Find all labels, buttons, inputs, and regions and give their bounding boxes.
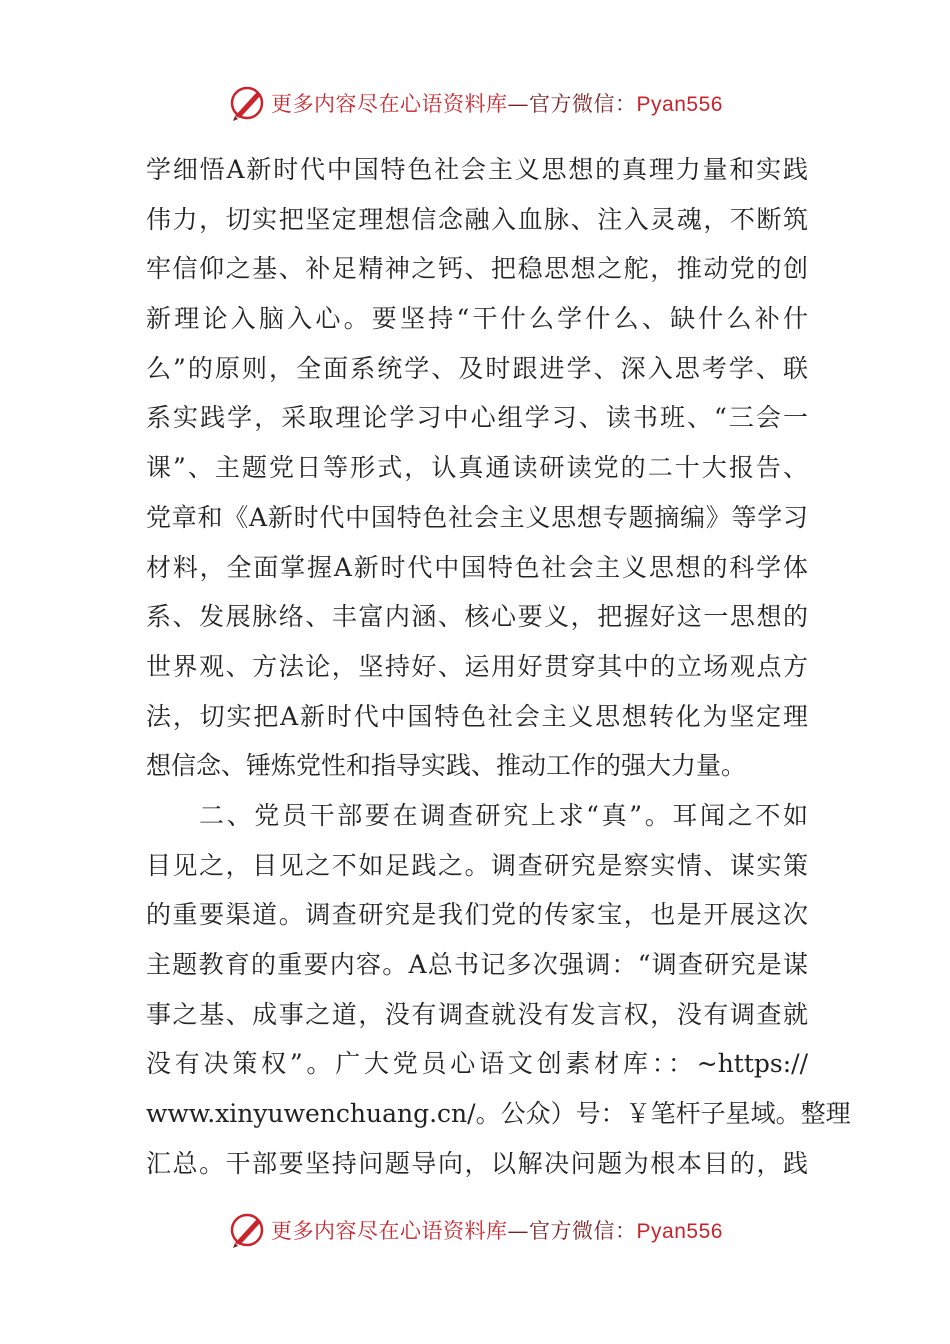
- footer-watermark-text: 更多内容尽在心语资料库—官方微信：Pyan556: [271, 1219, 723, 1243]
- body-text-line: 法，切实把A新时代中国特色社会主义思想转化为坚定理: [146, 701, 808, 731]
- footer-watermark-banner: [0, 1207, 950, 1253]
- header-watermark-banner: [0, 80, 950, 126]
- body-text-line: 材料，全面掌握A新时代中国特色社会主义思想的科学体: [146, 552, 808, 582]
- body-text-line: 新理论入脑入心。要坚持“干什么学什么、缺什么补什: [146, 304, 808, 334]
- body-text-line: 系实践学，采取理论学习中心组学习、读书班、“三会一: [146, 403, 808, 433]
- body-text-line: 世界观、方法论，坚持好、运用好贯穿其中的立场观点方: [146, 651, 808, 681]
- body-text-line: 牢信仰之基、补足精神之钙、把稳思想之舵，推动党的创: [146, 254, 808, 284]
- body-text-line: 汇总。干部要坚持问题导向，以解决问题为根本目的，践: [146, 1148, 808, 1178]
- pen-logo-icon: [227, 1210, 267, 1250]
- body-text-line: 目见之，目见之不如足践之。调查研究是察实情、谋实策: [146, 850, 808, 880]
- body-text-line: 系、发展脉络、丰富内涵、核心要义，把握好这一思想的: [146, 602, 808, 632]
- body-text-line: 事之基、成事之道，没有调查就没有发言权，没有调查就: [146, 999, 808, 1029]
- body-text-line: 主题教育的重要内容。A总书记多次强调：“调查研究是谋: [146, 950, 808, 979]
- header-watermark-text: 更多内容尽在心语资料库—官方微信：Pyan556: [271, 92, 723, 116]
- body-text-line: 党章和《A新时代中国特色社会主义思想专题摘编》等学习: [146, 502, 808, 532]
- body-text-line: 没有决策权”。广大党员心语文创素材库：：~https://: [146, 1049, 808, 1079]
- body-text-line: 想信念、锤炼党性和指导实践、推动工作的强大力量。: [146, 751, 747, 781]
- body-text-line: 伟力，切实把坚定理想信念融入血脉、注入灵魂，不断筑: [146, 204, 808, 234]
- pen-logo-icon: [227, 83, 267, 123]
- body-text-line: 二、党员干部要在调查研究上求“真”。耳闻之不如: [199, 800, 808, 830]
- body-text-line: 学细悟A新时代中国特色社会主义思想的真理力量和实践: [146, 155, 808, 184]
- body-text-line: www.xinyuwenchuang.cn/。公众）号：￥笔杆子星域。整理: [146, 1099, 851, 1129]
- body-text-line: 的重要渠道。调查研究是我们党的传家宝，也是开展这次: [146, 900, 808, 930]
- body-text-line: 课”、主题党日等形式，认真通读研读党的二十大报告、: [146, 453, 808, 483]
- document-body: [146, 145, 851, 1188]
- body-text-line: 么”的原则，全面系统学、及时跟进学、深入思考学、联: [146, 353, 808, 383]
